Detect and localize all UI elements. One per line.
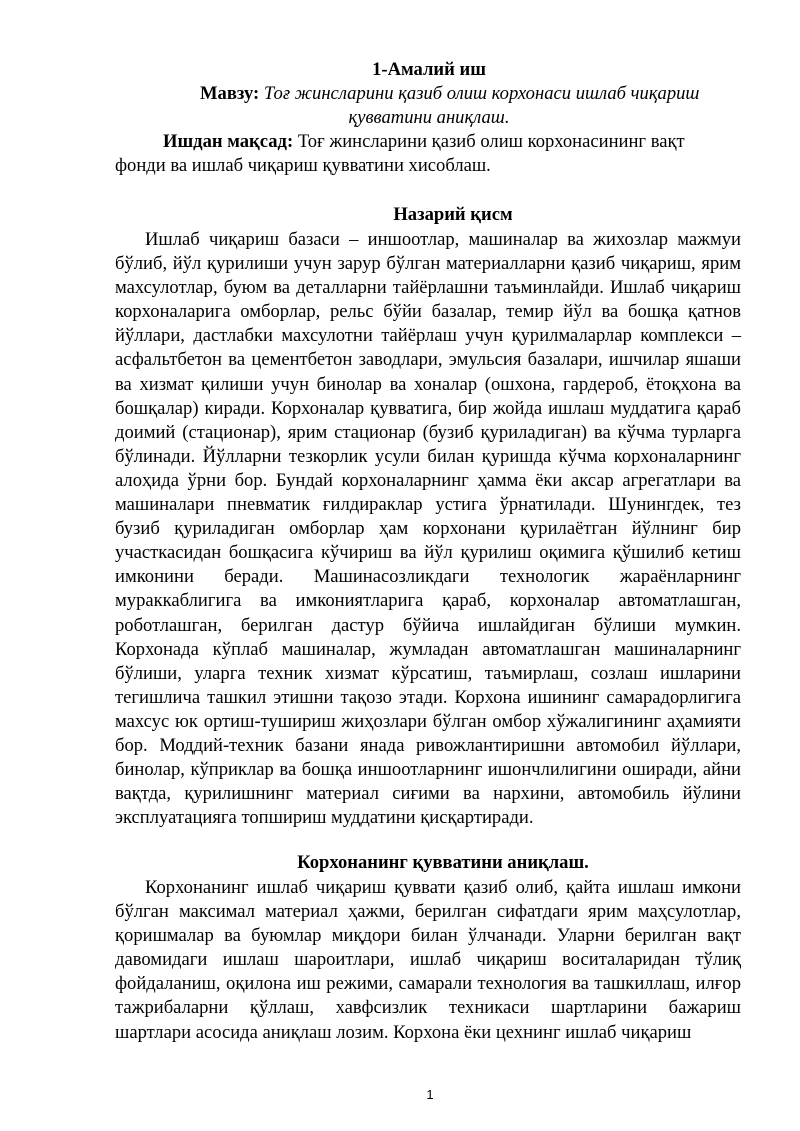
goal-text-1: Тоғ жинсларини қазиб олиш корхонасининг вақт bbox=[297, 131, 685, 152]
paragraph-line: бошқалар) киради. Корхоналар қувватига, бир жойда ишлаш муддатига қараб bbox=[115, 397, 741, 419]
paragraph-line: Корхонада кўплаб машиналар, жумладан автоматлашган машиналарнинг bbox=[115, 638, 741, 660]
paragraph-line: вақтда, қурилишнинг материал сиғими ва нархини, автомобиль йўлини bbox=[115, 783, 741, 805]
paragraph-line: асфальтбетон ва цементбетон заводлари, эмульсия базалари, ишчилар яшаши bbox=[115, 349, 741, 371]
paragraph-line: бузиб қуриладиган омборлар ҳам корхонани қурилаётган йўлнинг бир bbox=[115, 518, 741, 540]
paragraph-line: участкасидан бошқасига кўчириш ва йўл қурилиш оқимига қўшилиб кетиш bbox=[115, 542, 741, 564]
goal-text-2: фонди ва ишлаб чиқариш қувватини хисоблаш. bbox=[115, 155, 491, 176]
paragraph-line: доимий (стационар), ярим стационар (бузиб қуриладиган) ва кўчма турларга bbox=[115, 421, 741, 443]
paragraph-line: қоришмалар ва буюмлар миқдори билан ўлчанади. Уларни берилган вақт bbox=[115, 925, 741, 947]
paragraph-line: бинолар, кўприклар ва бошқа иншоотларнинг ишончлилигини оширади, айни bbox=[115, 759, 741, 781]
paragraph-line: эксплуатацияга топшириш муддатини қисқартиради. bbox=[115, 807, 534, 829]
paragraph-line: корхоналарига омборлар, рельс бўйи базалар, темир йўл ва бошқа қатнов bbox=[115, 301, 741, 323]
topic-line-1 bbox=[200, 82, 699, 106]
paragraph-line: бўлинади. Йўлларни тезкорлик усули билан қуришда кўчма корхоналарнинг bbox=[115, 445, 741, 467]
page-number: 1 bbox=[426, 1087, 434, 1102]
topic-text-2: қувватини аниқлаш. bbox=[348, 107, 510, 128]
paragraph-line: машиналари пневматик ғилдираклар устига ўрнатилади. Шунингдек, тез bbox=[115, 494, 741, 516]
theory-heading: Назарий қисм bbox=[393, 204, 513, 225]
paragraph-line: махсулотлар, буюм ва деталларни тайёрлашни таъминлайди. Ишлаб чиқариш bbox=[115, 277, 741, 299]
paragraph-line: мураккаблигига ва имкониятларига қараб, корхоналар автоматлашган, bbox=[115, 590, 741, 612]
theory-paragraph bbox=[115, 228, 741, 830]
paragraph-line: бор. Моддий-техник базани янада ривожлантиришни автомобил йўллари, bbox=[115, 734, 741, 756]
paragraph-line: имконини беради. Машинасозликдаги технологик жараёнларнинг bbox=[115, 566, 741, 588]
paragraph-line: Ишлаб чиқариш базаси – иншоотлар, машиналар ва жихозлар мажмуи bbox=[145, 229, 741, 250]
paragraph-line: фойдаланиш, оқилона иш режими, самарали технология ва ташкиллаш, илғор bbox=[115, 973, 741, 995]
paragraph-line: бўлган максимал материал ҳажми, берилган сифатдаги ярим маҳсулотлар, bbox=[115, 901, 741, 923]
paragraph-line: роботлашган, берилган дастур бўйича ишлайдиган бўлиши мумкин. bbox=[115, 614, 741, 636]
paragraph-line: давомидаги ишлаш шароитлари, ишлаб чиқариш воситаларидан тўлиқ bbox=[115, 949, 741, 971]
paragraph-line: ва хизмат қилиши учун бинолар ва хоналар (ошхона, гардероб, ётоқхона ва bbox=[115, 373, 741, 395]
goal-label: Ишдан мақсад: bbox=[163, 131, 294, 152]
paragraph-line: бўлиб, йўл қурилиши учун зарур бўлган материалларни қазиб чиқариш, ярим bbox=[115, 253, 741, 275]
paragraph-line: йўллари, дастлабки махсулотни тайёрлаш учун қурилмаларлар комплекси – bbox=[115, 325, 741, 347]
capacity-heading: Корхонанинг қувватини аниқлаш. bbox=[297, 852, 589, 873]
topic-label: Мавзу: bbox=[200, 83, 260, 104]
paragraph-line: бўлиши, уларга техник хизмат кўрсатиш, таъмирлаш, созлаш ишларини bbox=[115, 662, 741, 684]
paragraph-line: тегишлича ташкил этишни тақозо этади. Корхона ишининг самарадорлигига bbox=[115, 686, 741, 708]
goal-line-1 bbox=[163, 130, 685, 154]
paragraph-line: алоҳида ўрни бор. Бундай корхоналарнинг ҳамма ёки аксар агрегатлари ва bbox=[115, 469, 741, 491]
paragraph-line: Корхонанинг ишлаб чиқариш қуввати қазиб олиб, қайта ишлаш имкони bbox=[145, 877, 741, 898]
capacity-paragraph bbox=[115, 876, 741, 1045]
paragraph-line: махсус юк ортиш-тушириш жиҳозлари бўлган омбор хўжалигининг аҳамияти bbox=[115, 710, 741, 732]
paragraph-line: тажрибаларни қўллаш, хавфсизлик техникаси шартларини бажариш bbox=[115, 997, 741, 1019]
document-title: 1-Амалий иш bbox=[372, 59, 486, 80]
paragraph-line: шартлари асосида аниқлаш лозим. Корхона ёки цехнинг ишлаб чиқариш bbox=[115, 1021, 692, 1043]
topic-text-1: Тоғ жинсларини қазиб олиш корхонаси ишлаб чиқариш bbox=[263, 83, 700, 104]
